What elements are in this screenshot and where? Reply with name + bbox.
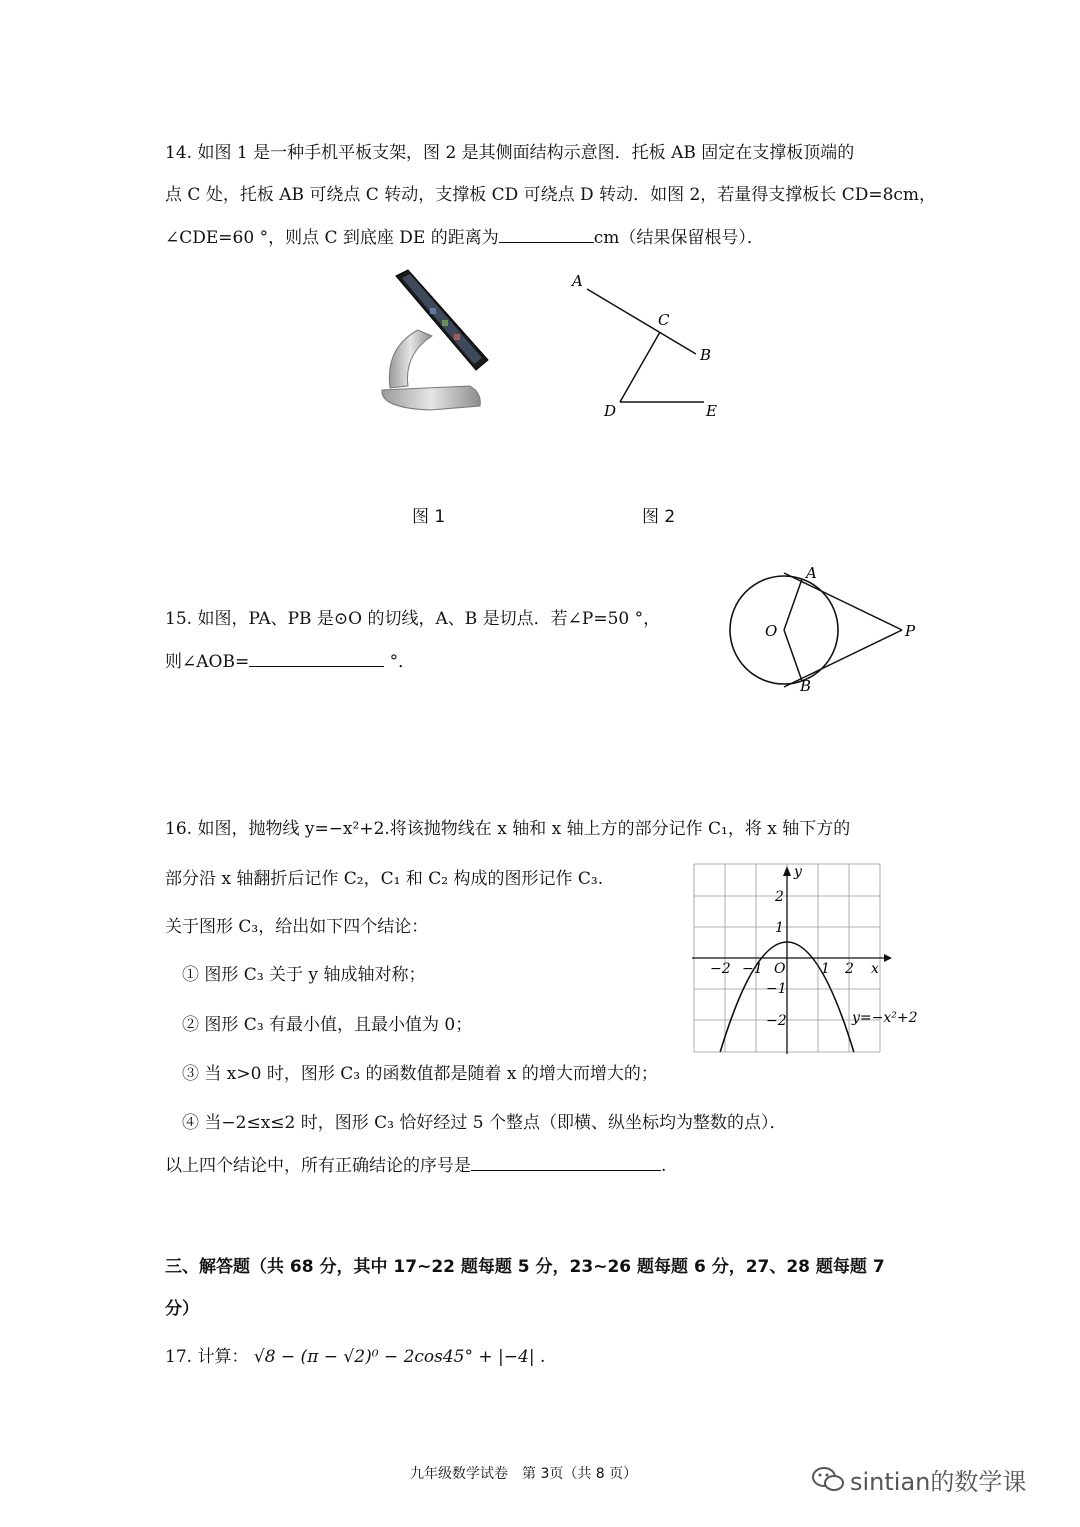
q14-line3-text: ∠CDE=60 °，则点 C 到底座 DE 的距离为 [165, 228, 499, 248]
segment-ab [587, 289, 696, 354]
q16-line1: 16. 如图，抛物线 y=−x²+2.将该抛物线在 x 轴和 x 轴上方的部分记作 C₁，将 x 轴下方的 [165, 819, 851, 839]
y-tick-neg2: −2 [766, 1013, 787, 1029]
q16-final-tail: . [661, 1156, 667, 1176]
q17-expression: √8 − (π − √2)⁰ − 2cos45° + |−4| . [253, 1347, 546, 1367]
q16-final-text: 以上四个结论中，所有正确结论的序号是 [165, 1156, 471, 1176]
fig2-caption: 图 2 [642, 507, 676, 527]
phone-stand-figure [370, 268, 510, 418]
q17-prefix: 17. 计算： [165, 1347, 249, 1367]
q17-line [165, 1346, 545, 1368]
section3-heading-line2: 分） [165, 1299, 199, 1319]
q14-line2: 点 C 处，托板 AB 可绕点 C 转动，支撑板 CD 可绕点 D 转动．如图 2，若量得支撑板长 CD=8cm， [165, 185, 937, 205]
label-p: P [905, 622, 916, 640]
y-tick-neg1: −1 [766, 981, 787, 997]
label-d: D [604, 402, 617, 420]
stand-diagram [560, 268, 730, 428]
x-axis-label: x [871, 961, 879, 977]
x-tick-neg1: −1 [742, 961, 763, 977]
radius-oa [784, 579, 802, 630]
q15-line1: 15. 如图，PA、PB 是⊙O 的切线，A、B 是切点．若∠P=50 °， [165, 609, 661, 629]
q16-line3: 关于图形 C₃，给出如下四个结论： [165, 917, 429, 937]
x-tick-1: 1 [821, 961, 830, 977]
q16-item3: ③ 当 x>0 时，图形 C₃ 的函数值都是随着 x 的增大而增大的； [182, 1064, 658, 1084]
curve-label: y=−x²+2 [852, 1010, 918, 1026]
q16-answer-blank [471, 1154, 661, 1171]
label-b: B [700, 346, 712, 364]
tangent-pa [784, 573, 902, 630]
q16-item2: ② 图形 C₃ 有最小值，且最小值为 0； [182, 1015, 473, 1035]
x-tick-2: 2 [845, 961, 854, 977]
q15-line2 [165, 650, 415, 673]
circle-tangent-diagram [720, 560, 920, 700]
y-tick-1: 1 [775, 920, 784, 936]
label-a: A [806, 564, 817, 582]
label-a: A [572, 272, 583, 290]
q14-line3-tail: cm（结果保留根号）． [593, 228, 764, 248]
label-e: E [706, 402, 717, 420]
q14-answer-blank [499, 226, 594, 243]
page-footer: 九年级数学试卷 第 3页（共 8 页） [410, 1466, 638, 1482]
q14-line1: 14. 如图 1 是一种手机平板支架，图 2 是其侧面结构示意图．托板 AB 固定在支撑板顶端的 [165, 143, 855, 163]
parabola-graph [690, 862, 925, 1054]
y-axis-label: y [794, 864, 802, 880]
watermark: sintian的数学课 [850, 1468, 1027, 1496]
q16-item1: ① 图形 C₃ 关于 y 轴成轴对称； [182, 965, 426, 985]
fig1-caption: 图 1 [412, 507, 446, 527]
q16-final-line [165, 1154, 666, 1177]
wechat-logo-icon [810, 1464, 846, 1494]
q15-answer-blank [249, 650, 384, 667]
radius-ob [784, 630, 802, 681]
q16-item4: ④ 当−2≤x≤2 时，图形 C₃ 恰好经过 5 个整点（即横、纵坐标均为整数的点）． [182, 1113, 787, 1133]
q15-line2-tail: °． [389, 652, 416, 672]
section3-heading-line1: 三、解答题（共 68 分，其中 17~22 题每题 5 分，23~26 题每题 6 分，27、28 题每题 7 [165, 1257, 885, 1277]
origin-label: O [774, 961, 786, 977]
q14-line3 [165, 226, 764, 249]
q16-line2: 部分沿 x 轴翻折后记作 C₂，C₁ 和 C₂ 构成的图形记作 C₃. [165, 869, 604, 889]
x-tick-neg2: −2 [710, 961, 731, 977]
segment-cd [620, 332, 660, 402]
q15-line2-text: 则∠AOB= [165, 652, 250, 672]
label-o: O [765, 622, 778, 640]
y-tick-2: 2 [775, 889, 784, 905]
label-b: B [800, 677, 812, 695]
label-c: C [658, 311, 670, 329]
